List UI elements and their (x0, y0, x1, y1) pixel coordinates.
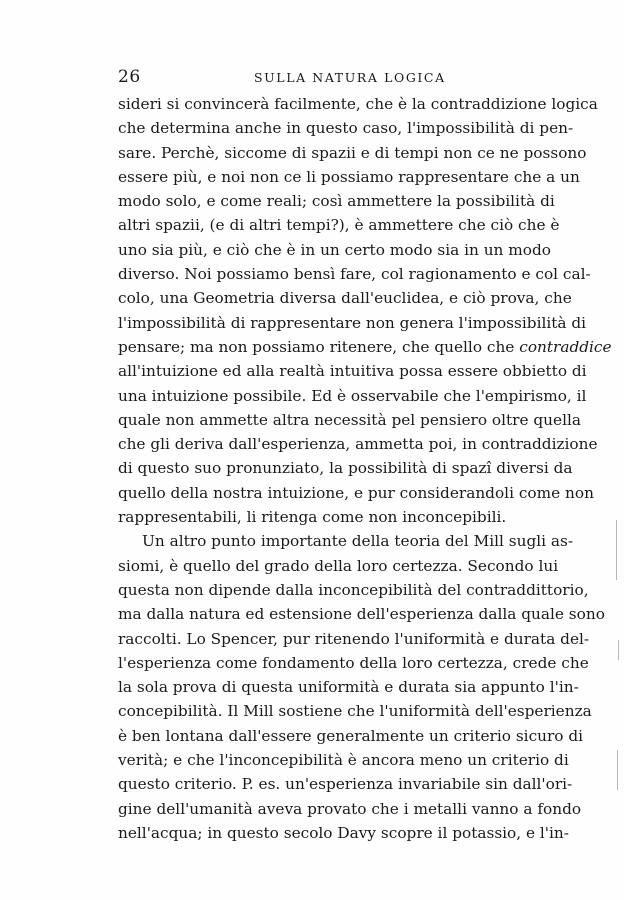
page-number: 26 (118, 67, 141, 87)
text-line: ma dalla natura ed estensione dell'esperienza dalla quale sono (118, 605, 605, 624)
text-line: uno sia più, e ciò che è in un certo modo sia in un modo (118, 240, 551, 259)
text-line: essere più, e noi non ce li possiamo rappresentare che a un (118, 167, 580, 186)
scan-edge-mark (618, 640, 619, 660)
text-line: è ben lontana dall'essere generalmente un criterio sicuro di (118, 726, 584, 745)
text-line: quale non ammette altra necessità pel pensiero oltre quella (118, 410, 581, 429)
scan-edge-mark (617, 750, 618, 790)
text-line-paragraph-start: Un altro punto importante della teoria del Mill sugli as- (142, 532, 574, 551)
text-line: una intuizione possibile. Ed è osservabile che l'empirismo, il (118, 386, 587, 405)
text-line: concepibilità. Il Mill sostiene che l'uniformità dell'esperienza (118, 702, 592, 721)
text-line: sare. Perchè, siccome di spazii e di tempi non ce ne possono (118, 143, 587, 162)
text-line-paragraph-end: rappresentabili, li ritenga come non inconcepibili. (118, 508, 507, 527)
text-line: di questo suo pronunziato, la possibilità di spazî diversi da (118, 459, 573, 478)
text-line: altri spazii, (e di altri tempi?), è ammettere che ciò che è (118, 216, 560, 235)
text-line: che gli deriva dall'esperienza, ammetta poi, in contraddizione (118, 435, 598, 454)
italic-word: contraddice (519, 337, 612, 356)
text-line: l'impossibilità di rappresentare non genera l'impossibilità di (118, 313, 587, 332)
scan-edge-mark (616, 520, 617, 580)
body-text (118, 92, 612, 845)
text-line: gine dell'umanità aveva provato che i metalli vanno a fondo (118, 799, 582, 818)
text-line: sideri si convincerà facilmente, che è la contraddizione logica (118, 95, 598, 113)
text-line: verità; e che l'inconcepibilità è ancora meno un criterio di (118, 751, 569, 770)
text-line: la sola prova di questa uniformità e durata sia appunto l'in- (118, 678, 579, 697)
text-line: che determina anche in questo caso, l'impossibilità di pen- (118, 119, 574, 138)
text-line: diverso. Noi possiamo bensì fare, col ragionamento e col cal- (118, 265, 591, 284)
text-line: colo, una Geometria diversa dall'euclidea, e ciò prova, che (118, 289, 572, 308)
text-line: questo criterio. P. es. un'esperienza invariabile sin dall'ori- (118, 775, 573, 794)
text-line: siomi, è quello del grado della loro certezza. Secondo lui (118, 556, 559, 575)
text-line-with-italic (118, 335, 612, 359)
text-line: questa non dipende dalla inconcepibilità del contraddittorio, (118, 580, 589, 599)
running-title: SULLA NATURA LOGICA (254, 70, 446, 85)
text-line: quello della nostra intuizione, e pur considerandoli come non (118, 483, 594, 502)
text-line: raccolti. Lo Spencer, pur ritenendo l'uniformità e durata del- (118, 629, 590, 648)
text-line: l'esperienza come fondamento della loro certezza, crede che (118, 653, 589, 672)
text-segment: pensare; ma non possiamo ritenere, che quello che (118, 337, 515, 356)
text-line: nell'acqua; in questo secolo Davy scopre il potassio, e l'in- (118, 823, 569, 842)
running-head (118, 66, 518, 88)
text-line: modo solo, e come reali; così ammettere la possibilità di (118, 192, 555, 211)
text-line: all'intuizione ed alla realtà intuitiva possa essere obbietto di (118, 362, 587, 381)
